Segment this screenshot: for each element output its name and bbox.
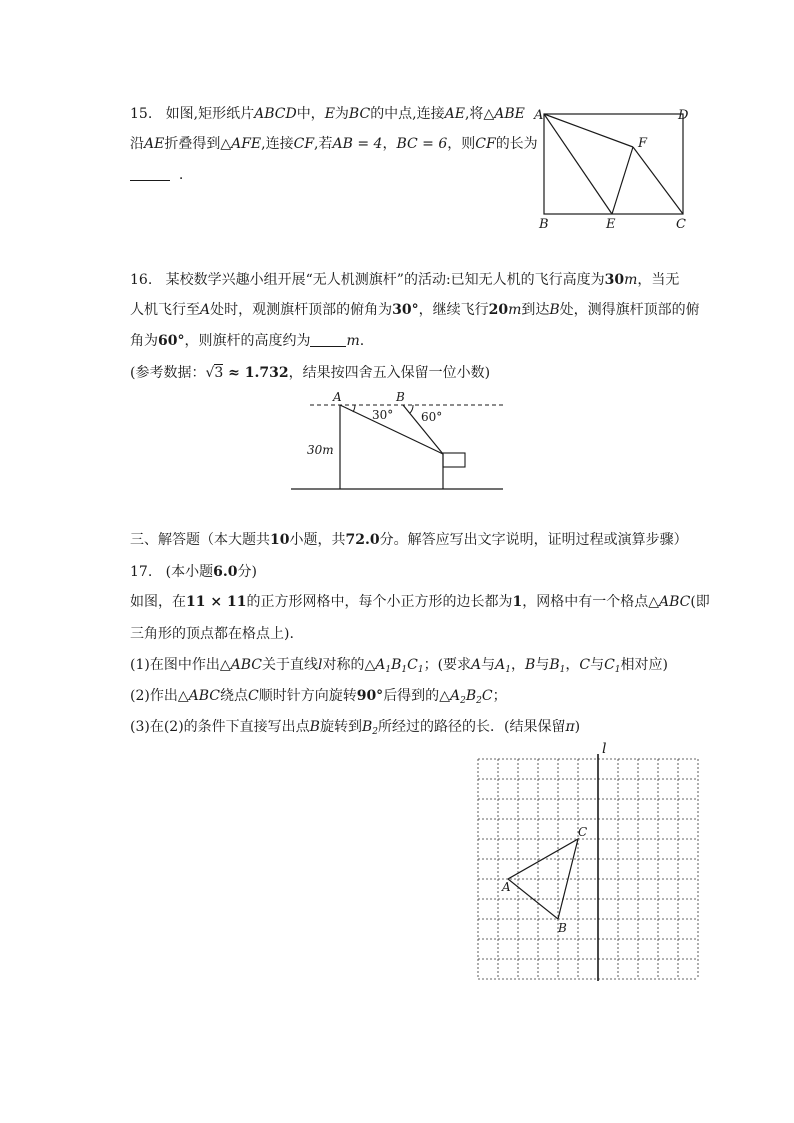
q17-part-1: (1)在图中作出△ABC关于直线l对称的$\triangle A_1B_1C_1$；(要求A与$A_1$，B与$B_1$，C与$C_1$相对应) [130, 657, 668, 675]
label-A: A [534, 108, 544, 123]
q17-part-2: (2)作出△ABC绕点C顺时针方向旋转90°后得到的$\triangle A_2B_2C$； [130, 688, 507, 706]
q15-line-1: 15. 如图,矩形纸片ABCD中，E为BC的中点,连接AE,将△ABE [130, 106, 525, 122]
q16-line-1: 16. 某校数学兴趣小组开展“无人机测旗杆”的活动:已知无人机的飞行高度为30m，当无 [130, 272, 680, 288]
label-B: B [558, 921, 567, 935]
label-D: D [678, 108, 689, 123]
sqrt-symbol: √ [205, 365, 215, 381]
grid-lines [478, 759, 698, 979]
q17-part-3: (3)在(2)的条件下直接写出点B旋转到$B_2$所经过的路径的长．(结果保留π) [130, 719, 581, 737]
label-F: F [638, 136, 648, 151]
answer-blank[interactable] [310, 332, 346, 347]
q17-line-1: 如图，在11 × 11的正方形网格中，每个小正方形的边长都为1，网格中有一个格点△ABC(即 [130, 594, 710, 610]
section-3-heading: 三、解答题（本大题共10小题，共72.0分。解答应写出文字说明，证明过程或演算步骤） [130, 532, 688, 548]
q17-header: 17. (本小题6.0分) [130, 564, 257, 580]
figure-drone-flagpole [285, 388, 510, 496]
label-A: A [333, 390, 342, 404]
q15-line-3: . [130, 165, 183, 185]
answer-blank[interactable] [130, 166, 170, 181]
label-l: l [602, 741, 607, 757]
label-A: A [502, 880, 511, 894]
label-C: C [676, 217, 686, 232]
angle-60: 60° [421, 410, 443, 424]
height-label: 30m [307, 443, 334, 457]
q16-line-2: 人机飞行至A处时，观测旗杆顶部的俯角为30°，继续飞行20m到达B处，测得旗杆顶部的俯 [130, 302, 700, 318]
figure-square-grid [470, 738, 710, 988]
q16-line-3: 角为60°，则旗杆的高度约为 m. [130, 333, 365, 349]
label-E: E [606, 217, 616, 232]
figure-rectangle-fold [530, 105, 700, 235]
label-B: B [539, 217, 549, 232]
angle-30: 30° [372, 408, 394, 422]
q17-line-2: 三角形的顶点都在格点上). [130, 626, 294, 642]
q16-reference: (参考数据：√3 ≈ 1.732，结果按四舍五入保留一位小数) [130, 365, 491, 381]
label-B: B [396, 390, 405, 404]
label-C: C [578, 825, 588, 839]
q15-line-2: 沿AE折叠得到△AFE,连接CF,若AB = 4，BC = 6，则CF的长为 [130, 136, 538, 152]
